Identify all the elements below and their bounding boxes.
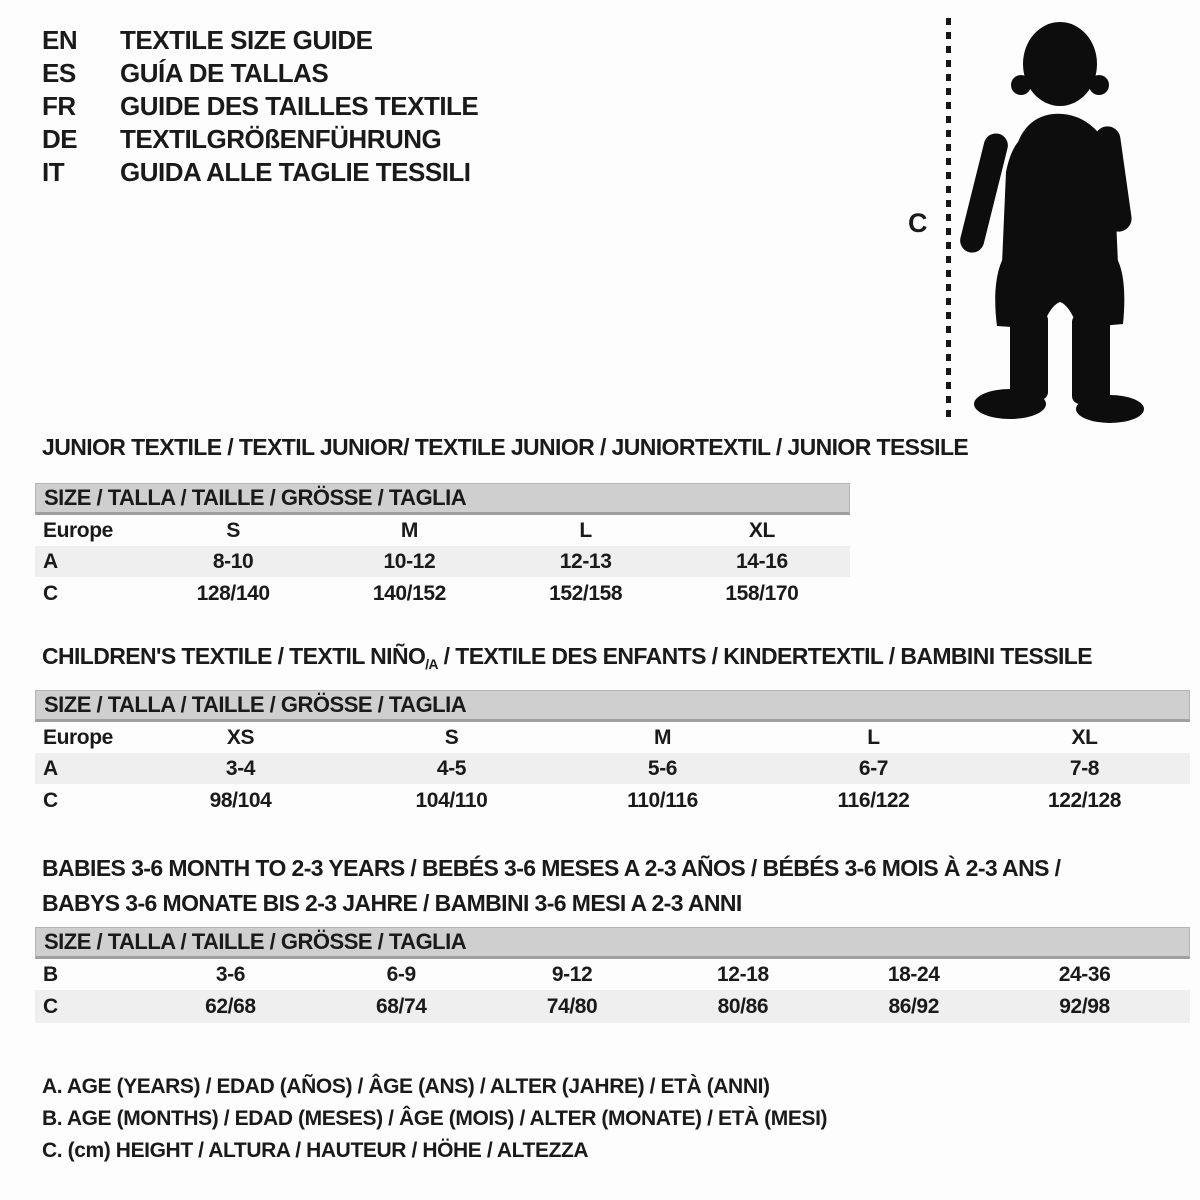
cell-value: 3-4 [225,756,256,780]
babies-title-line2: BABYS 3-6 MONATE BIS 2-3 JAHRE / BAMBINI 3-6 MESI A 2-3 ANNI [42,890,742,916]
cell-value: 104/110 [415,788,488,812]
children-size-table [35,690,1190,817]
cell-value: 86/92 [888,994,939,1018]
cell-value: 62/68 [205,994,256,1018]
row-label: C [43,994,58,1018]
cell-value: 3-6 [215,962,245,986]
row-label: C [43,788,58,812]
lang-label: TEXTILE SIZE GUIDE [120,25,373,55]
lang-row-en [42,24,478,57]
lang-code: ES [42,58,76,88]
size-column: M [400,518,418,542]
size-column: XS [226,725,255,749]
table-row [35,959,1190,990]
children-columns-row [35,722,1190,753]
table-row [35,546,850,577]
cell-value: 122/128 [1047,788,1122,812]
cell-value: 92/98 [1059,994,1110,1018]
height-measure-line [946,18,951,418]
size-column: XL [748,518,775,542]
cell-value: 4-5 [436,756,467,780]
lang-row-de [42,123,478,156]
size-column: S [226,518,240,542]
row-label: A [43,756,58,780]
table-row [35,577,850,610]
height-measure-label: C [908,208,928,238]
babies-section-title [42,851,1060,921]
region-label: Europe [43,725,113,749]
region-label: Europe [43,518,113,542]
cell-value: 128/140 [196,581,270,605]
junior-section-title: JUNIOR TEXTILE / TEXTIL JUNIOR/ TEXTILE JUNIOR / JUNIORTEXTIL / JUNIOR TESSILE [42,434,969,460]
cell-value: 98/104 [209,788,272,812]
cell-value: 6-9 [386,962,416,986]
legend-line-c: C. (cm) HEIGHT / ALTURA / HAUTEUR / HÖHE / ALTEZZA [42,1139,589,1162]
language-guide-list [42,24,478,189]
cell-value: 24-36 [1058,962,1111,986]
cell-value: 14-16 [736,549,788,573]
lang-code: DE [42,124,78,154]
size-column: S [444,725,459,749]
legend-line-b: B. AGE (MONTHS) / EDAD (MESES) / ÂGE (MOIS) / ALTER (MONATE) / ETÀ (MESI) [42,1107,828,1130]
row-label: A [43,549,58,573]
lang-row-it [42,156,478,189]
size-header-bar: SIZE / TALLA / TAILLE / GRÖSSE / TAGLIA [35,927,1190,959]
lang-label: TEXTILGRÖßENFÜHRUNG [120,124,442,154]
size-column: XL [1071,725,1098,749]
cell-value: 8-10 [212,549,254,573]
table-row [35,784,1190,817]
cell-value: 7-8 [1069,756,1100,780]
cell-value: 9-12 [551,962,593,986]
table-row [35,990,1190,1023]
cell-value: 140/152 [372,581,446,605]
junior-columns-row [35,515,850,546]
cell-value: 68/74 [375,994,427,1018]
lang-code: IT [42,157,65,187]
cell-value: 6-7 [858,756,889,780]
cell-value: 110/116 [627,788,698,812]
size-header-bar: SIZE / TALLA / TAILLE / GRÖSSE / TAGLIA [35,690,1190,722]
cell-value: 74/80 [546,994,598,1018]
lang-row-es [42,57,478,90]
children-title-sub: /A [425,656,438,672]
size-column: L [579,518,592,542]
children-title-post: / TEXTILE DES ENFANTS / KINDERTEXTIL / BAMBINI TESSILE [437,643,1092,669]
children-title-pre: CHILDREN'S TEXTILE / TEXTIL NIÑO [42,643,426,669]
cell-value: 12-18 [717,962,769,986]
row-label: C [43,581,58,605]
junior-size-table [35,483,850,610]
babies-title-line1: BABIES 3-6 MONTH TO 2-3 YEARS / BEBÉS 3-6 MESES A 2-3 AÑOS / BÉBÉS 3-6 MOIS À 2-3 ANS / [42,855,1061,881]
cell-value: 152/158 [549,581,623,605]
cell-value: 18-24 [887,962,940,986]
lang-code: FR [42,91,76,121]
size-column: L [867,725,880,749]
size-column: M [653,725,672,749]
lang-label: GUIDE DES TAILLES TEXTILE [120,91,479,121]
cell-value: 5-6 [647,756,678,780]
cell-value: 80/86 [717,994,769,1018]
children-section-title [42,643,1092,672]
row-label: B [43,962,58,986]
cell-value: 12-13 [559,549,612,573]
babies-size-table [35,927,1190,1023]
legend-line-a: A. AGE (YEARS) / EDAD (AÑOS) / ÂGE (ANS) / ALTER (JAHRE) / ETÀ (ANNI) [42,1075,770,1098]
lang-row-fr [42,90,478,123]
size-header-bar: SIZE / TALLA / TAILLE / GRÖSSE / TAGLIA [35,483,850,515]
cell-value: 10-12 [383,549,436,573]
cell-value: 116/122 [837,788,910,812]
lang-label: GUÍA DE TALLAS [120,58,329,88]
lang-label: GUIDA ALLE TAGLIE TESSILI [120,157,471,187]
measurement-legend [42,1071,827,1167]
lang-code: EN [42,25,78,55]
baby-silhouette-icon [958,12,1144,424]
table-row [35,753,1190,784]
cell-value: 158/170 [725,581,799,605]
